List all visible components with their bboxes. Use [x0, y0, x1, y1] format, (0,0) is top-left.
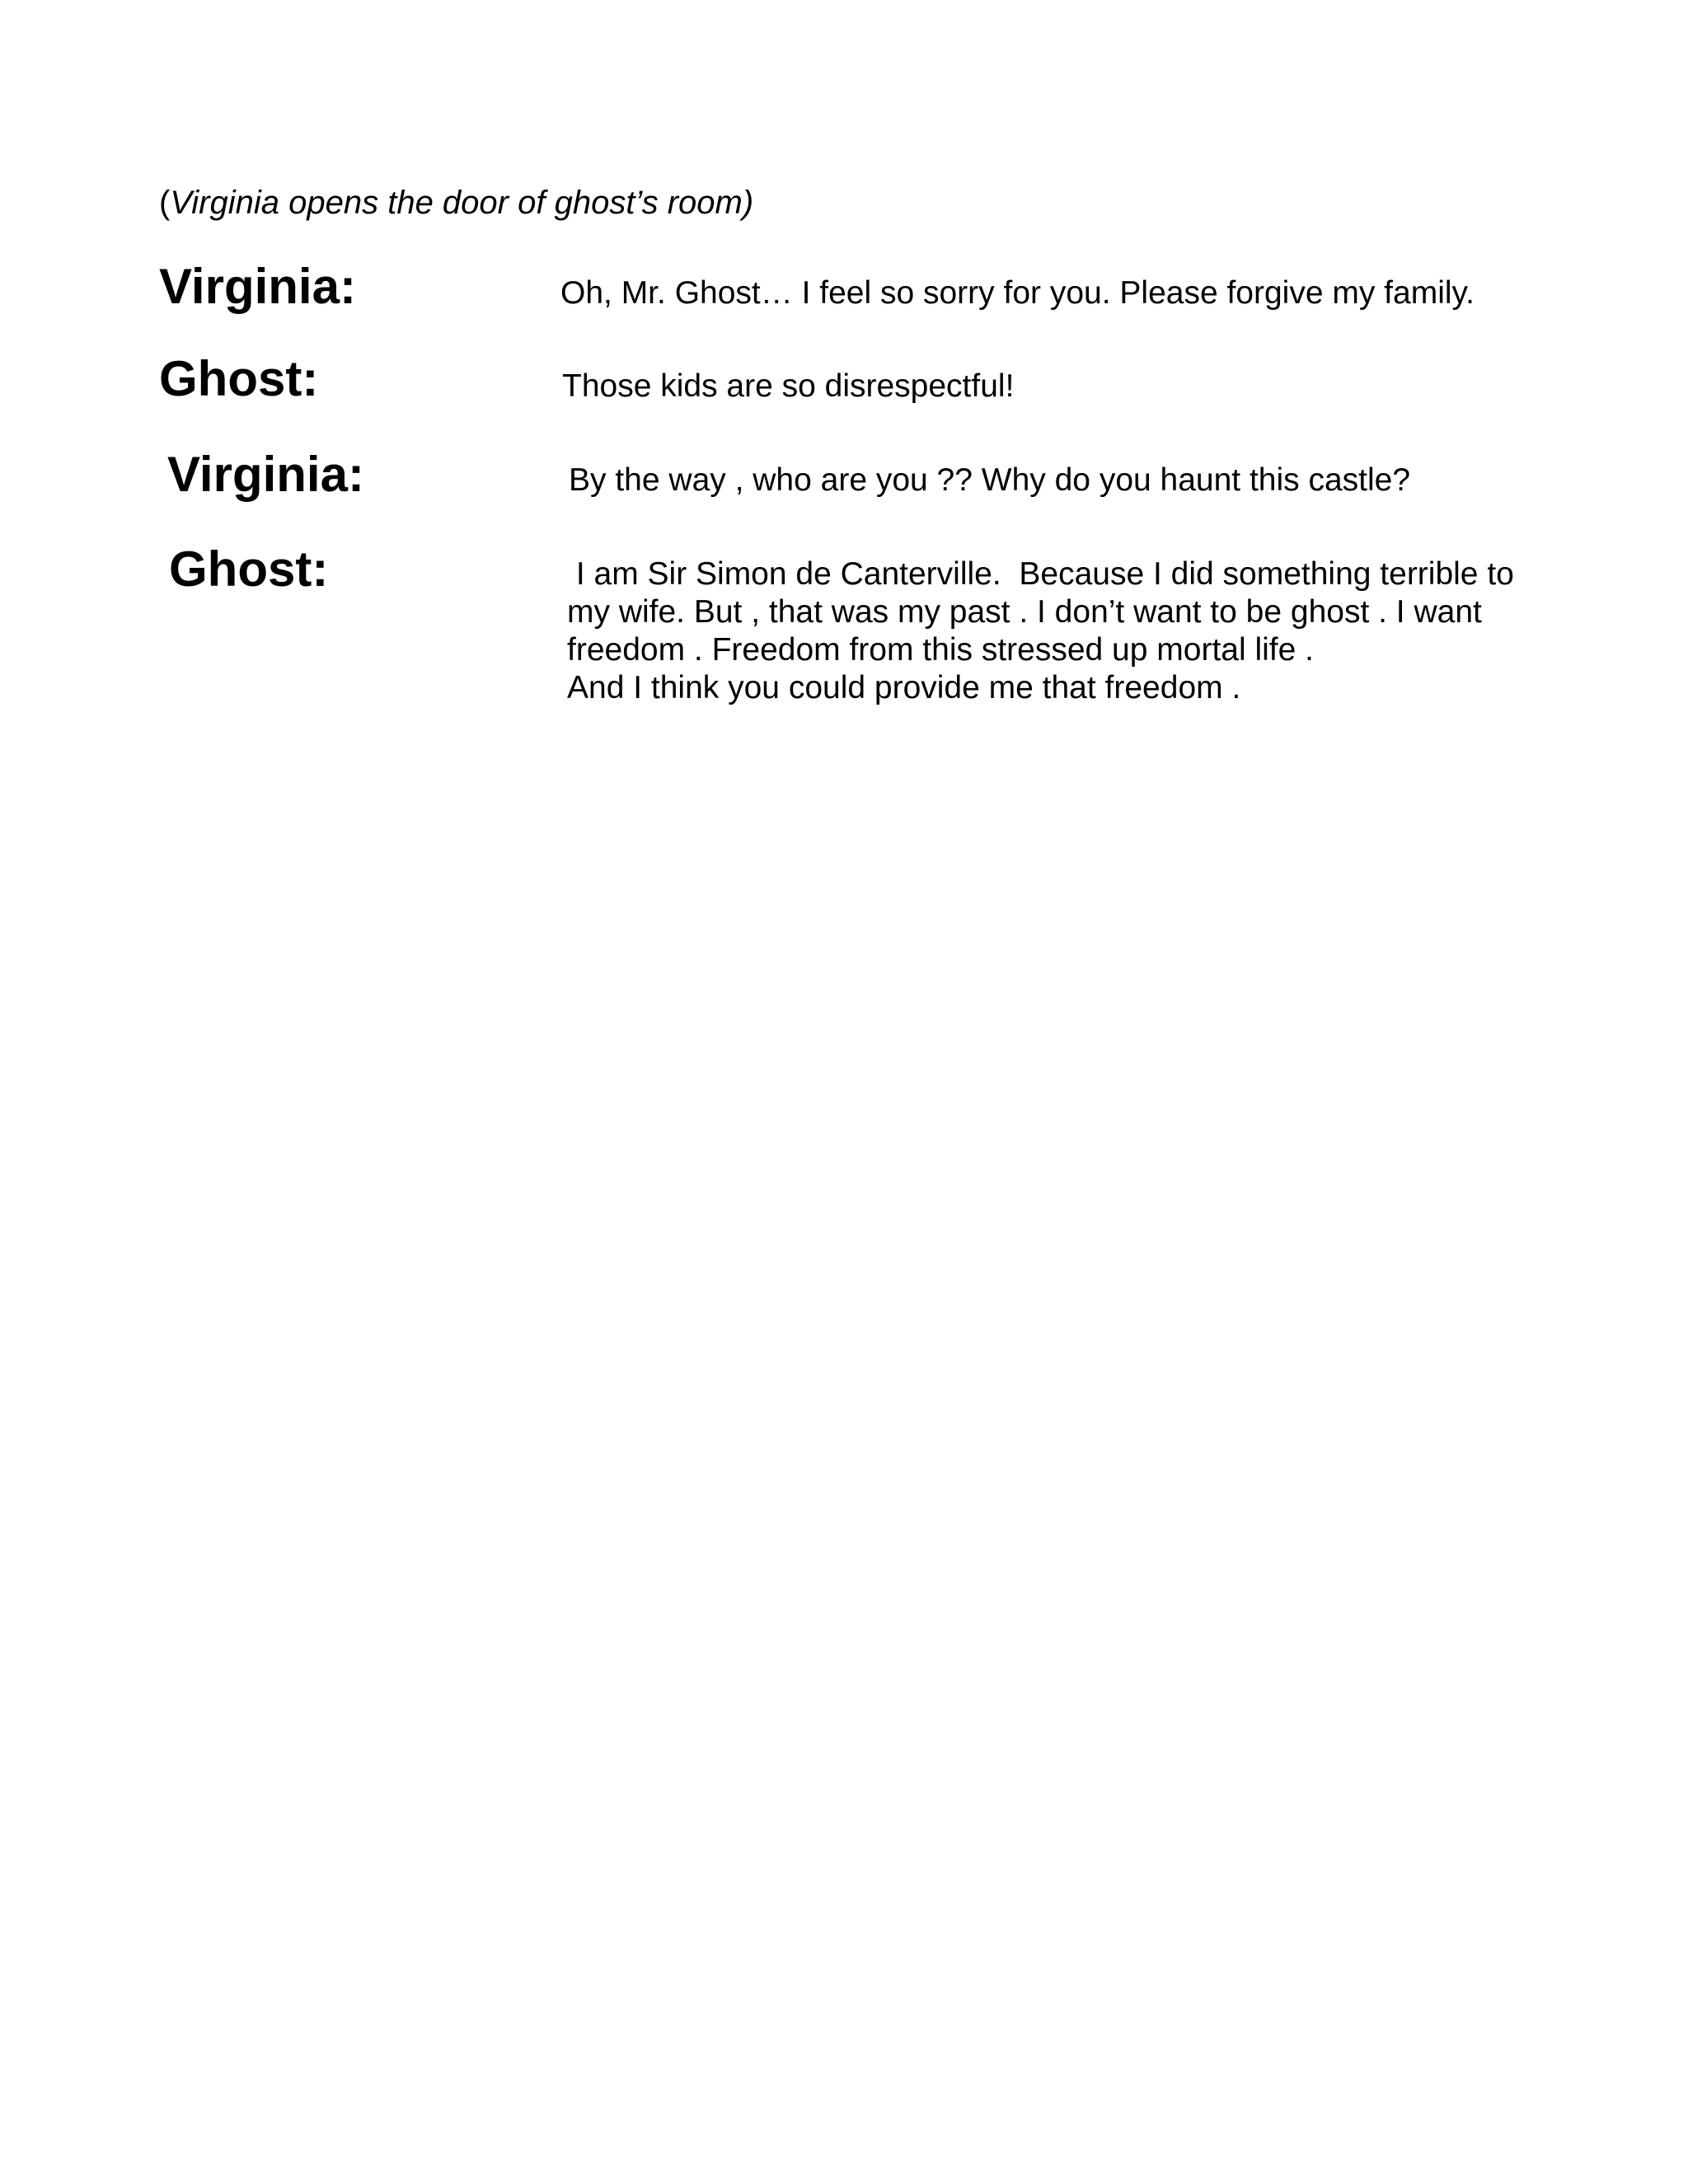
dialogue-line: [562, 368, 1014, 405]
speaker-name: Virginia:: [159, 259, 356, 314]
dialogue-line: [567, 555, 1556, 707]
dialogue-text: freedom . Freedom from this stressed up mortal life .: [567, 632, 1314, 668]
speaker-name: Ghost:: [169, 541, 329, 597]
dialogue-line: [569, 462, 1410, 499]
speaker-name: Ghost:: [159, 351, 319, 406]
stage-direction-text: Virginia opens the door of ghost’s room): [170, 185, 754, 221]
dialogue-text: I am Sir Simon de Canterville. Because I did something terrible to: [567, 556, 1514, 592]
dialogue-text: Oh, Mr. Ghost… I feel so sorry for you. Please forgive my family.: [560, 275, 1475, 311]
dialogue-text: my wife. But , that was my past . I don’t want to be ghost . I want: [567, 594, 1482, 630]
dialogue-text: Those kids are so disrespectful!: [562, 368, 1015, 404]
dialogue-text: And I think you could provide me that freedom .: [567, 670, 1241, 705]
dialogue-text: By the way , who are you ?? Why do you haunt this castle?: [569, 462, 1411, 498]
stage-direction-open-paren: (: [159, 185, 171, 221]
speaker-name: Virginia:: [167, 447, 364, 502]
dialogue-line: [560, 274, 1475, 312]
stage-direction: [159, 180, 753, 226]
